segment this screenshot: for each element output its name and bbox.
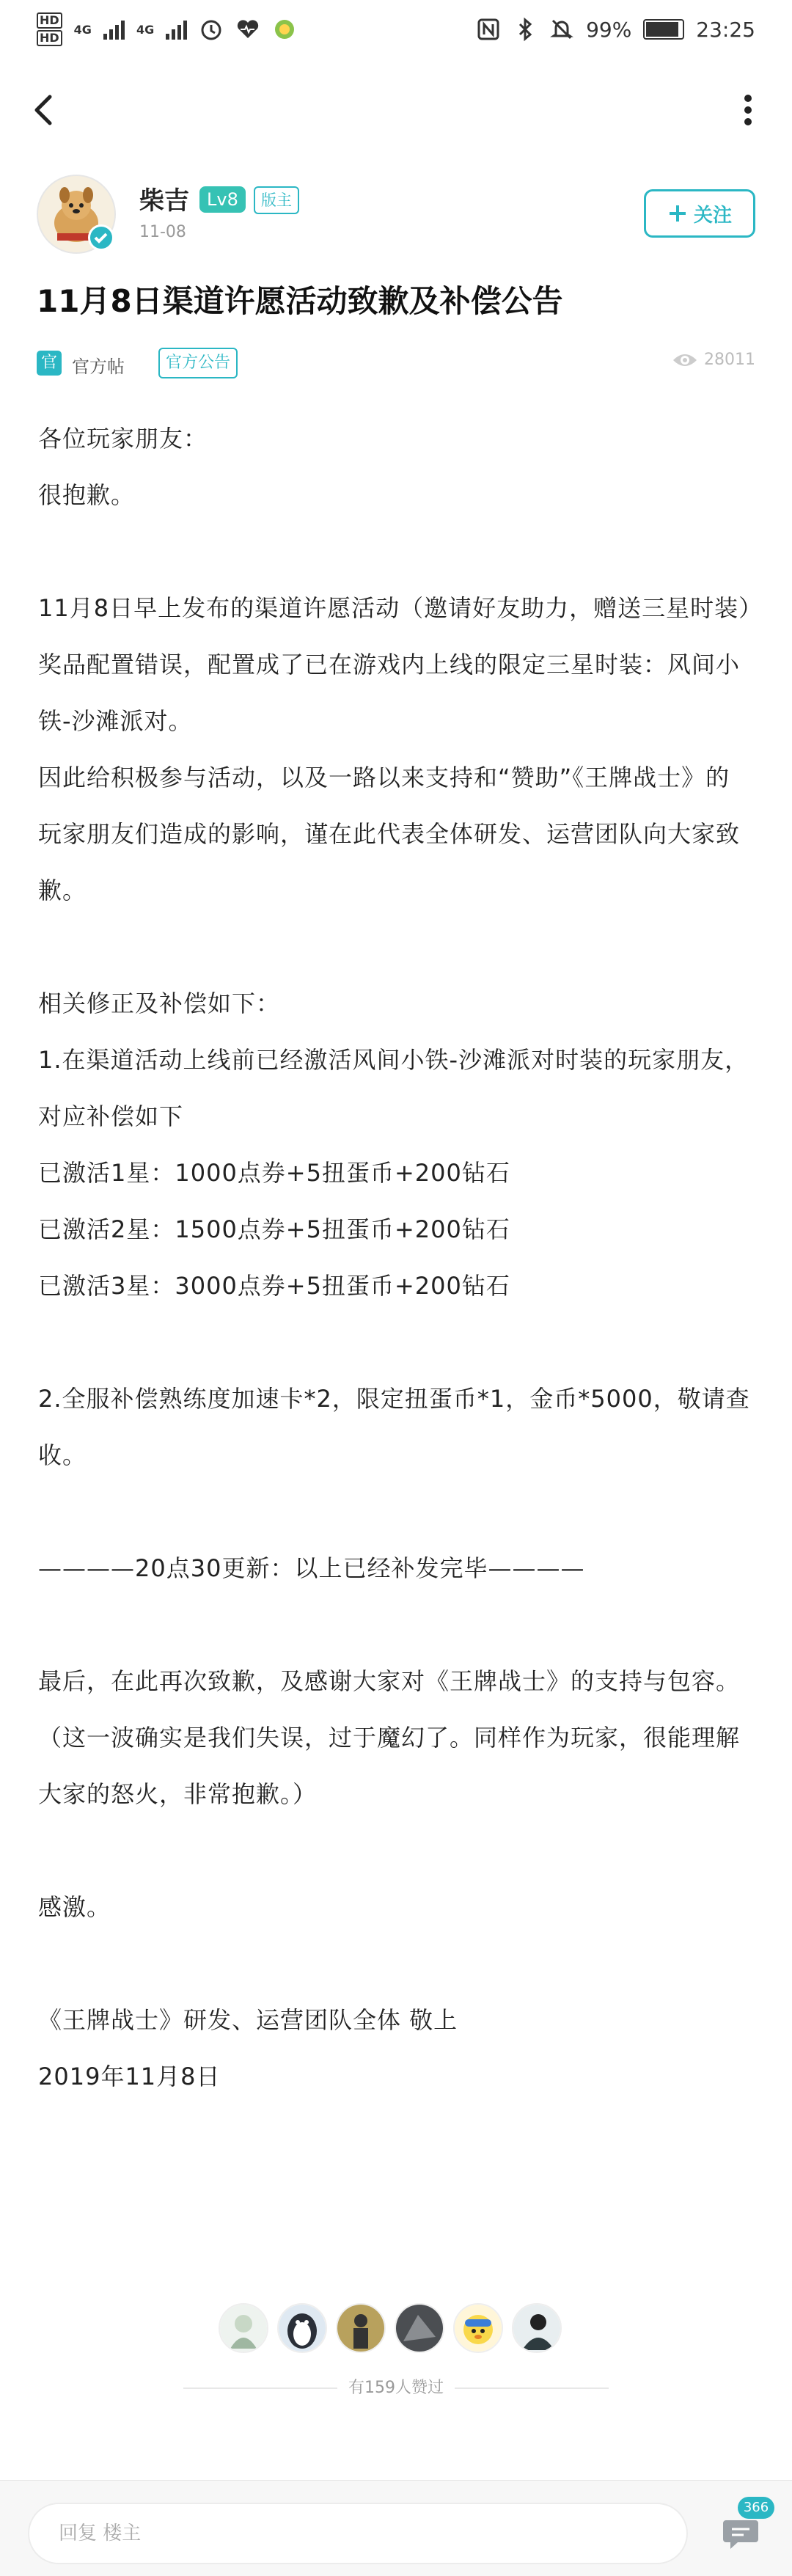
official-icon: 官 xyxy=(37,351,62,376)
content-paragraph: 很抱歉。 xyxy=(38,481,136,509)
content-paragraph: 因此给积极参与活动，以及一路以来支持和“赞助”《王牌战士》的玩家朋友们造成的影响，谨在此代表全体研发、运营团队向大家致歉。 xyxy=(38,764,741,904)
back-arrow-icon[interactable] xyxy=(22,88,66,132)
health-icon xyxy=(235,17,260,42)
content-paragraph: 11月8日早上发布的渠道许愿活动（邀请好友助力，赠送三星时装）奖品配置错误，配置成了已在游戏内上线的限定三星时装：风间小铁-沙滩派对。 xyxy=(38,594,752,735)
content-paragraph: 已激活2星：1500点券+5扭蛋币+200钻石 xyxy=(38,1215,510,1243)
author-name[interactable]: 柴吉 xyxy=(139,186,189,216)
app-notification-icon xyxy=(272,17,297,42)
verified-badge-icon xyxy=(88,224,114,251)
eye-icon xyxy=(672,351,698,369)
signal-icon-2 xyxy=(166,19,187,40)
hd-label-2: HD xyxy=(37,30,62,46)
bottom-bar xyxy=(0,2480,792,2576)
post-meta-row xyxy=(37,346,755,383)
network-type-1: 4G xyxy=(73,22,92,37)
comment-count-badge: 366 xyxy=(738,2497,774,2519)
role-badge: 版主 xyxy=(254,186,299,214)
view-count xyxy=(672,351,755,369)
hd-label-1: HD xyxy=(37,12,62,29)
more-vertical-icon[interactable] xyxy=(726,88,770,132)
comment-icon[interactable] xyxy=(720,2513,761,2554)
hd-indicator xyxy=(37,11,62,48)
follow-label: 关注 xyxy=(693,204,732,227)
bluetooth-icon xyxy=(513,17,538,42)
liker-avatar[interactable] xyxy=(512,2303,562,2353)
author-header xyxy=(37,175,755,255)
mute-bell-icon xyxy=(549,17,574,42)
likes-section xyxy=(0,2303,792,2406)
level-badge: Lv8 xyxy=(199,186,246,213)
content-paragraph: 2019年11月8日 xyxy=(38,2063,221,2090)
nav-bar xyxy=(0,59,792,161)
liker-avatar[interactable] xyxy=(395,2303,444,2353)
post-title: 11月8日渠道许愿活动致歉及补偿公告 xyxy=(37,283,563,319)
content-paragraph: 已激活3星：3000点券+5扭蛋币+200钻石 xyxy=(38,1272,510,1300)
liker-avatar[interactable] xyxy=(219,2303,268,2353)
liker-avatars[interactable] xyxy=(219,2303,562,2353)
status-left xyxy=(37,11,297,48)
reply-input[interactable]: 回复 楼主 xyxy=(28,2503,688,2564)
alarm-icon xyxy=(199,17,224,42)
content-paragraph: ————20点30更新：以上已经补发完毕———— xyxy=(38,1554,585,1582)
content-paragraph: 感激。 xyxy=(38,1893,111,1921)
battery-percent: 99% xyxy=(586,17,632,42)
status-bar xyxy=(0,0,792,59)
post-date: 11-08 xyxy=(139,223,186,241)
content-paragraph: （这一波确实是我们失误，过于魔幻了。同样作为玩家，很能理解大家的怒火，非常抱歉。） xyxy=(38,1724,741,1808)
content-paragraph: 《王牌战士》研发、运营团队全体 敬上 xyxy=(38,2006,458,2034)
content-paragraph: 已激活1星：1000点券+5扭蛋币+200钻石 xyxy=(38,1159,510,1187)
category-tag[interactable]: 官方公告 xyxy=(158,348,238,378)
liker-avatar[interactable] xyxy=(336,2303,386,2353)
liker-avatar[interactable] xyxy=(453,2303,503,2353)
battery-icon xyxy=(643,19,684,40)
network-type-2: 4G xyxy=(136,22,155,37)
content-paragraph: 各位玩家朋友： xyxy=(38,425,208,453)
post-content xyxy=(38,411,754,2105)
content-paragraph: 最后，在此再次致歉，及感谢大家对《王牌战士》的支持与包容。 xyxy=(38,1667,741,1695)
content-paragraph: 2.全服补偿熟练度加速卡*2，限定扭蛋币*1，金币*5000，敬请查收。 xyxy=(38,1385,750,1469)
official-label: 官方帖 xyxy=(72,356,125,377)
status-right xyxy=(476,17,755,42)
plus-icon xyxy=(667,203,688,224)
clock: 23:25 xyxy=(696,17,755,42)
content-paragraph: 1.在渠道活动上线前已经激活风间小铁-沙滩派对时装的玩家朋友，对应补偿如下 xyxy=(38,1046,749,1130)
liker-avatar[interactable] xyxy=(277,2303,327,2353)
nfc-icon xyxy=(476,17,501,42)
likes-count-text[interactable]: 有159人赞过 xyxy=(348,2379,444,2397)
view-count-value: 28011 xyxy=(704,351,755,369)
content-paragraph: 相关修正及补偿如下： xyxy=(38,989,281,1017)
signal-icon xyxy=(103,19,125,40)
follow-button[interactable] xyxy=(644,189,755,238)
